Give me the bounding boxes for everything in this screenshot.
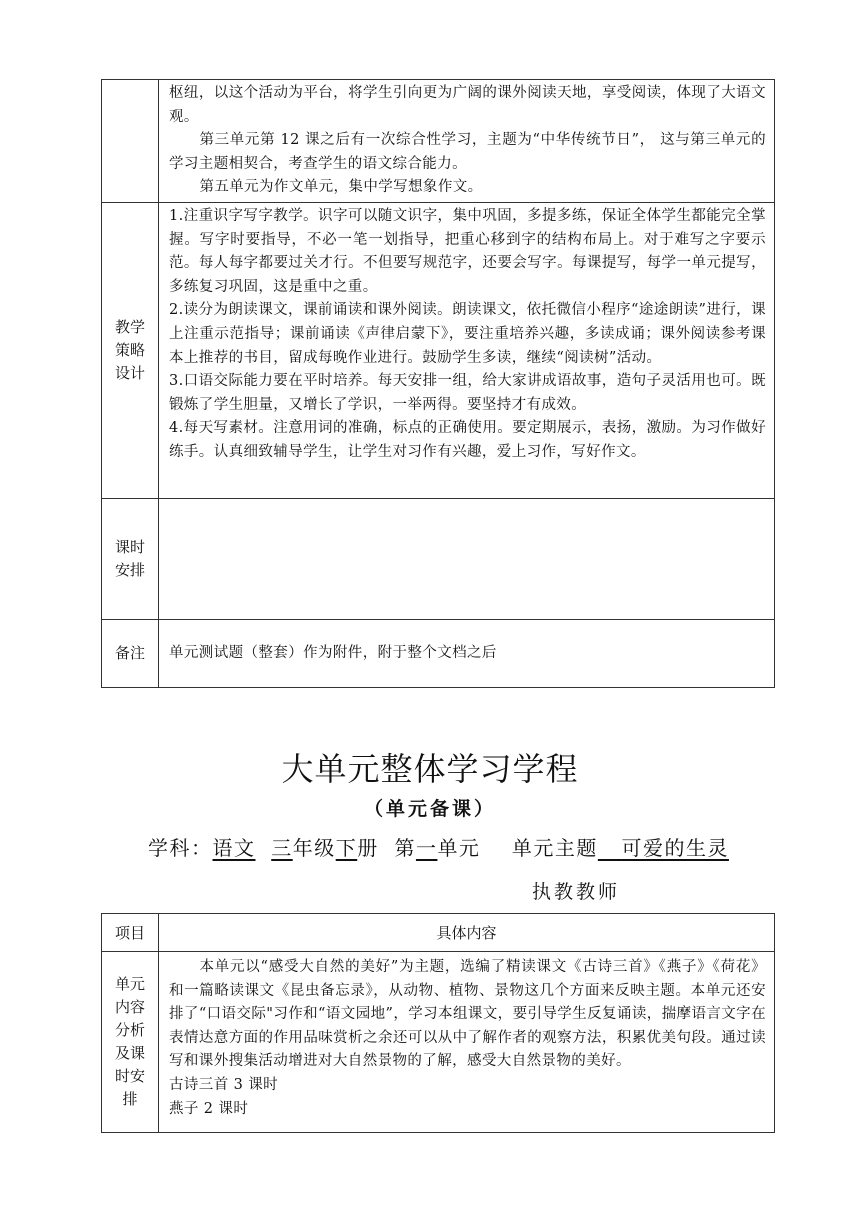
unit-text: 单元: [437, 836, 481, 860]
strategy-label-2: 策略: [114, 340, 145, 359]
theme-value: [598, 836, 729, 860]
row-schedule: [102, 498, 775, 619]
header-item: 项目: [102, 914, 159, 952]
strategy-item-1: 1.注重识字写字教学。识字可以随文识字，集中巩固，多提多练，保证全体学生都能完全掌握。写字时要指导，不必一笔一划指导，把重心移到字的结构布局上。对于难写之字要示范。每人每字都要过关才行。不但要写规范字，还要会写字。每课提写，每学一单元提写，多练复习巩固，这是重中之重。: [169, 207, 766, 295]
schedule-label-2: 安排: [114, 560, 145, 579]
plan-table-top: [101, 79, 775, 688]
header-content: 具体内容: [159, 914, 775, 952]
analysis-label-6: 排: [122, 1090, 138, 1108]
strategy-content-cell: [159, 202, 775, 498]
strategy-item-2: 2.读分为朗读课文，课前诵读和课外阅读。朗读课文，依托微信小程序“途途朗读”进行，课上注重示范指导；课前诵读《声律启蒙下》，要注重培养兴趣，多读成诵；课外阅读参考课本上推荐的书目，留成每晚作业进行。鼓励学生多读，继续“阅读树”活动。: [169, 302, 766, 366]
subject-label: 学科：: [148, 836, 213, 860]
plan-table-bottom: [101, 913, 775, 1133]
analysis-label-5: 时安: [114, 1067, 145, 1085]
continued-content-cell: [159, 80, 775, 203]
continued-label-cell: [102, 80, 159, 203]
row-analysis: [102, 952, 775, 1133]
strategy-label-1: 教学: [114, 317, 145, 336]
book-text: 册: [357, 836, 379, 860]
schedule-content-cell: [159, 498, 775, 619]
analysis-label-3: 分析: [114, 1021, 145, 1039]
page-title: 大单元整体学习学程: [281, 750, 579, 788]
subject-value: 语文: [212, 836, 256, 860]
theme-label: 单元主题: [511, 836, 598, 860]
note-label: 备注: [114, 643, 145, 662]
theme-text: 可爱的生灵: [621, 836, 729, 860]
grade-value: 三: [271, 836, 293, 860]
page-subtitle: （单元备课）: [363, 798, 496, 820]
schedule-line-2: 燕子 2 课时: [169, 1100, 249, 1117]
continued-paragraph-3: 第五单元为作文单元，集中学写想象作文。: [199, 179, 483, 196]
strategy-label-cell: [102, 202, 159, 498]
analysis-label-4: 及课: [114, 1044, 145, 1062]
continued-paragraph-2: 第三单元第 12 课之后有一次综合性学习，主题为“中华传统节日”， 这与第三单元的学习主题相契合，考查学生的语文综合能力。: [169, 132, 766, 172]
schedule-label-1: 课时: [114, 537, 145, 556]
analysis-label-1: 单元: [114, 975, 145, 993]
unit-prefix: 第: [394, 836, 416, 860]
analysis-paragraph: 本单元以“感受大自然的美好”为主题，选编了精读课文《古诗三首》《燕子》《荷花》和一篇略读课文《昆虫备忘录》，从动物、植物、景物这几个方面来反映主题。本单元还安排了“口语交际"习作和“语文园地”，学习本组课文，要引导学生反复诵读，揣摩语言文字在表情达意方面的作用品味赏析之余还可以从中了解作者的观察方法，积累优美句段。通过读写和课外搜集活动增进对大自然景物的了解，感受大自然景物的美好。: [169, 959, 766, 1070]
row-strategy: [102, 202, 775, 498]
note-label-cell: [102, 619, 159, 687]
strategy-label-3: 设计: [114, 363, 145, 382]
header-row: [102, 914, 775, 952]
continued-paragraph-1: 枢纽，以这个活动为平台，将学生引向更为广阔的课外阅读天地，享受阅读，体现了大语文观。: [169, 85, 766, 125]
grade-text: 年级: [292, 836, 336, 860]
row-continued: [102, 80, 775, 203]
unit-value: 一: [415, 836, 438, 860]
analysis-content-cell: [159, 952, 775, 1133]
strategy-item-4: 4.每天写素材。注意用词的准确，标点的正确使用。要定期展示，表扬，激励。为习作做好练手。认真细致辅导学生，让学生对习作有兴趣，爱上习作，写好作文。: [169, 420, 766, 460]
row-note: [102, 619, 775, 687]
strategy-item-3: 3.口语交际能力要在平时培养。每天安排一组，给大家讲成语故事，造句子灵活用也可。既锻炼了学生胆量，又增长了学识，一举两得。要坚持才有成效。: [169, 373, 766, 413]
teacher-label: 执教教师: [532, 881, 621, 903]
analysis-label-2: 内容: [114, 998, 145, 1016]
schedule-line-1: 古诗三首 3 课时: [169, 1076, 279, 1093]
analysis-label-cell: [102, 952, 159, 1133]
term-value: 下: [335, 836, 358, 860]
course-info-line: [148, 832, 729, 861]
schedule-label-cell: [102, 498, 159, 619]
note-content-cell: 单元测试题（整套）作为附件，附于整个文档之后: [159, 619, 775, 687]
